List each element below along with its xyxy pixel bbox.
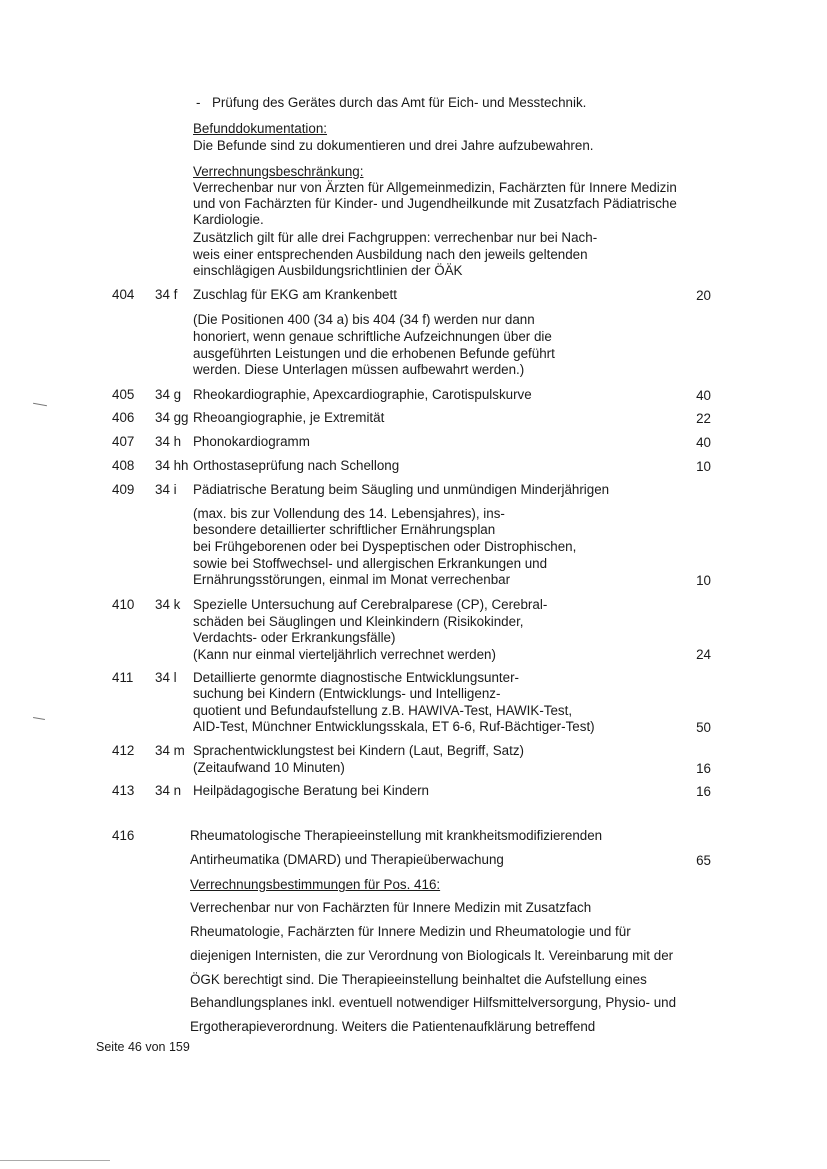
position-description: suchung bei Kindern (Entwicklungs- und Intelligenz- <box>193 686 501 701</box>
note-line: werden. Diese Unterlagen müssen aufbewahrt werden.) <box>193 362 525 377</box>
position-description: Rheokardiographie, Apexcardiographie, Carotispulskurve <box>193 387 532 402</box>
position-description: (Zeitaufwand 10 Minuten) <box>193 760 345 775</box>
position-description: Antirheumatika (DMARD) und Therapieüberwachung <box>190 852 504 867</box>
restriction-line: Zusätzlich gilt für alle drei Fachgruppen: verrechenbar nur bei Nach- <box>193 230 598 245</box>
note-line: honoriert, wenn genaue schriftliche Aufzeichnungen über die <box>193 329 552 344</box>
position-description: Phonokardiogramm <box>193 434 310 449</box>
restriction-line: weis einer entsprechenden Ausbildung nach den jeweils geltenden <box>193 247 588 262</box>
position-description: AID-Test, Münchner Entwicklungsskala, ET 6-6, Ruf-Bächtiger-Test) <box>193 719 595 734</box>
billing-rules-line: ÖGK berechtigt sind. Die Therapieeinstellung beinhaltet die Aufstellung eines <box>190 972 647 987</box>
scan-edge-line <box>0 1160 110 1161</box>
position-code: 34 f <box>155 287 178 302</box>
position-points: 16 <box>696 784 711 799</box>
position-number: 416 <box>112 828 135 843</box>
position-description: Pädiatrische Beratung beim Säugling und unmündigen Minderjährigen <box>193 482 610 497</box>
restriction-line: Kardiologie. <box>193 212 264 227</box>
position-points: 65 <box>696 853 711 868</box>
position-points: 10 <box>696 573 711 588</box>
position-number: 405 <box>112 387 135 402</box>
position-number: 412 <box>112 743 135 758</box>
position-code: 34 h <box>155 434 182 449</box>
position-description: Zuschlag für EKG am Krankenbett <box>193 287 397 302</box>
position-code: 34 m <box>155 743 185 758</box>
position-points: 22 <box>696 411 711 426</box>
position-number: 413 <box>112 783 135 798</box>
position-description: quotient und Befundaufstellung z.B. HAWIVA-Test, HAWIK-Test, <box>193 703 573 718</box>
position-number: 407 <box>112 434 135 449</box>
position-number: 409 <box>112 482 135 497</box>
position-description: schäden bei Säuglingen und Kleinkindern (Risikokinder, <box>193 614 524 629</box>
position-description: Sprachentwicklungstest bei Kindern (Laut, Begriff, Satz) <box>193 743 524 758</box>
position-points: 50 <box>696 720 711 735</box>
restriction-line: Verrechenbar nur von Ärzten für Allgemeinmedizin, Fachärzten für Innere Medizin <box>193 180 677 195</box>
note-line: Ernährungsstörungen, einmal im Monat verrechenbar <box>193 572 511 587</box>
position-description: (Kann nur einmal vierteljährlich verrechnet werden) <box>193 647 496 662</box>
position-points: 24 <box>696 647 711 662</box>
note-line: (max. bis zur Vollendung des 14. Lebensjahres), ins- <box>193 506 505 521</box>
position-number: 404 <box>112 287 135 302</box>
position-code: 34 l <box>155 670 177 685</box>
befund-heading: Befunddokumentation: <box>193 121 328 136</box>
note-line: ausgeführten Leistungen und die erhobenen Befunde geführt <box>193 346 555 361</box>
position-description: Detaillierte genormte diagnostische Entwicklungsunter- <box>193 670 520 685</box>
restriction-line: einschlägigen Ausbildungsrichtlinien der ÖÄK <box>193 263 463 278</box>
position-description: Orthostaseprüfung nach Schellong <box>193 458 400 473</box>
position-description: Spezielle Untersuchung auf Cerebralparese (CP), Cerebral- <box>193 597 548 612</box>
restriction-line: und von Fachärzten für Kinder- und Jugendheilkunde mit Zusatzfach Pädiatrische <box>193 196 677 211</box>
position-number: 410 <box>112 597 135 612</box>
position-points: 40 <box>696 435 711 450</box>
position-number: 406 <box>112 410 135 425</box>
scan-mark <box>33 403 47 406</box>
restriction-heading: Verrechnungsbeschränkung: <box>193 164 364 179</box>
note-line: sowie bei Stoffwechsel- und allergischen Erkrankungen und <box>193 556 548 571</box>
position-description: Verdachts- oder Erkrankungsfälle) <box>193 630 396 645</box>
note-line: (Die Positionen 400 (34 a) bis 404 (34 f) werden nur dann <box>193 312 535 327</box>
position-code: 34 g <box>155 387 182 402</box>
note-line: bei Frühgeborenen oder bei Dyspeptischen oder Distrophischen, <box>193 539 577 554</box>
position-code: 34 n <box>155 783 182 798</box>
bullet-text: Prüfung des Gerätes durch das Amt für Eich- und Messtechnik. <box>212 95 587 110</box>
befund-text: Die Befunde sind zu dokumentieren und drei Jahre aufzubewahren. <box>193 138 594 153</box>
position-code: 34 k <box>155 597 181 612</box>
position-points: 10 <box>696 459 711 474</box>
billing-rules-line: Rheumatologie, Fachärzten für Innere Medizin und Rheumatologie und für <box>190 924 631 939</box>
position-points: 40 <box>696 388 711 403</box>
billing-rules-line: Verrechenbar nur von Fachärzten für Innere Medizin mit Zusatzfach <box>190 900 592 915</box>
scan-mark <box>33 717 45 720</box>
position-number: 408 <box>112 458 135 473</box>
position-description: Heilpädagogische Beratung bei Kindern <box>193 783 429 798</box>
billing-rules-heading: Verrechnungsbestimmungen für Pos. 416: <box>190 877 441 892</box>
position-description: Rheoangiographie, je Extremität <box>193 410 385 425</box>
note-line: besondere detaillierter schriftlicher Ernährungsplan <box>193 522 496 537</box>
position-points: 20 <box>696 288 711 303</box>
billing-rules-line: Ergotherapieverordnung. Weiters die Patientenaufklärung betreffend <box>190 1019 596 1034</box>
position-description: Rheumatologische Therapieeinstellung mit krankheitsmodifizierenden <box>190 828 603 843</box>
billing-rules-line: diejenigen Internisten, die zur Verordnung von Biologicals lt. Vereinbarung mit der <box>190 948 674 963</box>
position-points: 16 <box>696 761 711 776</box>
position-code: 34 i <box>155 482 177 497</box>
position-number: 411 <box>112 670 134 685</box>
billing-rules-line: Behandlungsplanes inkl. eventuell notwendiger Hilfsmittelversorgung, Physio- und <box>190 995 677 1010</box>
position-code: 34 gg <box>155 410 189 425</box>
bullet-dash: - <box>196 95 201 110</box>
page-number: Seite 46 von 159 <box>96 1040 190 1054</box>
position-code: 34 hh <box>155 458 189 473</box>
